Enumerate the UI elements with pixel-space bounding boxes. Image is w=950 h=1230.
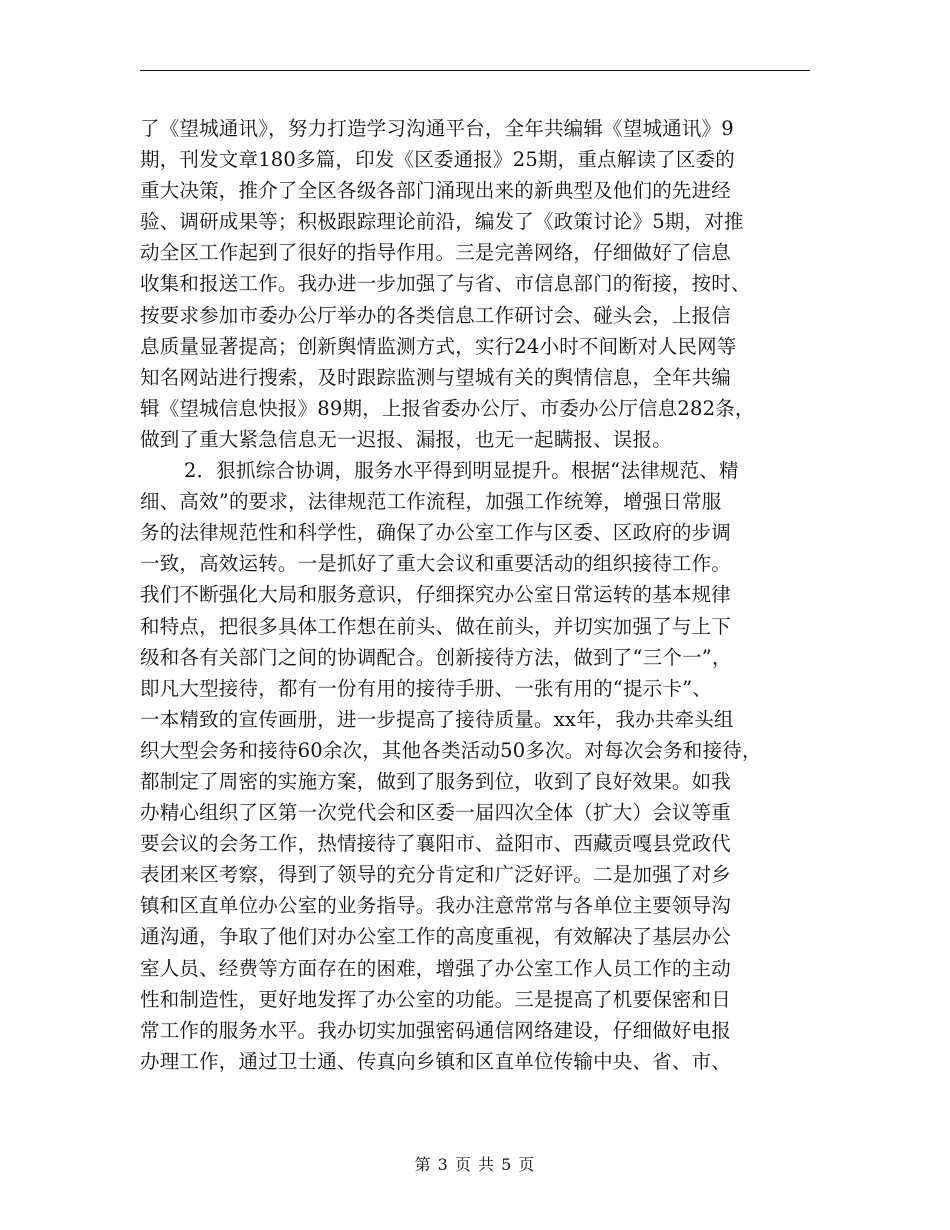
body-text <box>140 113 830 1077</box>
text-line: 动全区工作起到了很好的指导作用。三是完善网络，仔细做好了信息 <box>140 241 732 265</box>
text-line: 都制定了周密的实施方案，做到了服务到位，收到了良好效果。如我 <box>140 769 732 793</box>
text-line: 织大型会务和接待60余次，其他各类活动50多次。对每次会务和接待， <box>140 738 762 762</box>
text-line: 常工作的服务水平。我办切实加强密码通信网络建设，仔细做好电报 <box>140 1018 732 1042</box>
text-line: 要会议的会务工作，热情接待了襄阳市、益阳市、西藏贡嘎县党政代 <box>140 832 732 856</box>
text-line: 息质量显著提高；创新舆情监测方式，实行24小时不间断对人民网等 <box>140 334 737 358</box>
text-line: 表团来区考察，得到了领导的充分肯定和广泛好评。二是加强了对乡 <box>140 863 732 887</box>
text-line: 即凡大型接待，都有一份有用的接待手册、一张有用的“提示卡”、 <box>140 676 712 700</box>
text-line: 重大决策，推介了全区各级各部门涌现出来的新典型及他们的先进经 <box>140 179 732 203</box>
text-line: 一本精致的宣传画册，进一步提高了接待质量。xx年，我办共牵头组 <box>140 707 734 731</box>
text-line: 了《望城通讯》，努力打造学习沟通平台，全年共编辑《望城通讯》9 <box>140 117 734 140</box>
text-line: 室人员、经费等方面存在的困难，增强了办公室工作人员工作的主动 <box>140 956 732 980</box>
text-line: 性和制造性，更好地发挥了办公室的功能。三是提高了机要保密和日 <box>140 987 732 1011</box>
text-line: 做到了重大紧急信息无一迟报、漏报，也无一起瞒报、误报。 <box>140 427 672 451</box>
text-line: 镇和区直单位办公室的业务指导。我办注意常常与各单位主要领导沟 <box>140 894 732 918</box>
text-line: 办精心组织了区第一次党代会和区委一届四次全体（扩大）会议等重 <box>140 801 732 825</box>
text-line: 知名网站进行搜索，及时跟踪监测与望城有关的舆情信息，全年共编 <box>140 365 732 389</box>
page-footer: 第 3 页 共 5 页 <box>414 1155 536 1174</box>
text-line: 通沟通，争取了他们对办公室工作的高度重视，有效解决了基层办公 <box>140 925 732 949</box>
text-line: 细、高效”的要求，法律规范工作流程，加强工作统筹，增强日常服 <box>140 490 722 514</box>
text-line: 务的法律规范性和科学性，确保了办公室工作与区委、区政府的步调 <box>140 521 732 545</box>
text-line: 办理工作，通过卫士通、传真向乡镇和区直单位传输中央、省、市、 <box>140 1049 732 1073</box>
text-line: 一致，高效运转。一是抓好了重大会议和重要活动的组织接待工作。 <box>140 552 732 576</box>
text-line: 级和各有关部门之间的协调配合。创新接待方法，做到了“三个一”， <box>140 645 732 669</box>
text-line: 和特点，把很多具体工作想在前头、做在前头，并切实加强了与上下 <box>140 614 732 638</box>
text-line: 验、调研成果等；积极跟踪理论前沿，编发了《政策讨论》5期，对推 <box>140 210 744 234</box>
text-line: 辑《望城信息快报》89期，上报省委办公厅、市委办公厅信息282条， <box>140 396 755 420</box>
text-line: 收集和报送工作。我办进一步加强了与省、市信息部门的衔接，按时、 <box>140 272 751 296</box>
text-line: 我们不断强化大局和服务意识，仔细探究办公室日常运转的基本规律 <box>140 583 732 607</box>
header-rule <box>140 70 810 71</box>
text-line: 期，刊发文章180多篇，印发《区委通报》25期，重点解读了区委的 <box>140 148 735 172</box>
text-line: 按要求参加市委办公厅举办的各类信息工作研讨会、碰头会，上报信 <box>140 303 732 327</box>
text-line: 2．狠抓综合协调，服务水平得到明显提升。根据“法律规范、精 <box>184 459 739 483</box>
